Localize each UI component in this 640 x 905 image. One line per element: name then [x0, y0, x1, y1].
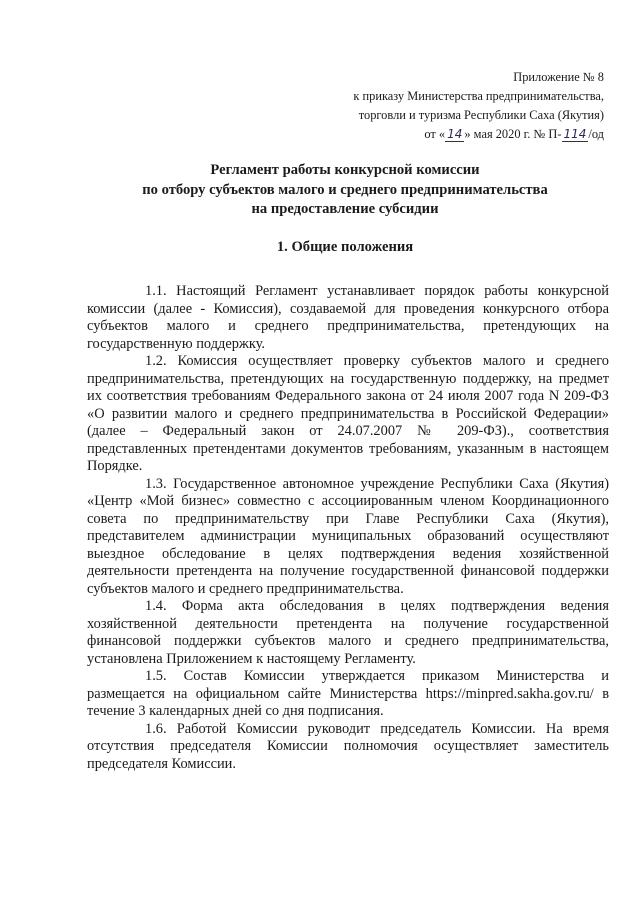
- title-line-2: по отбору субъектов малого и среднего предпринимательства: [142, 181, 548, 198]
- document-body: [87, 283, 609, 773]
- paragraph-1-6: 1.6. Работой Комиссии руководит председатель Комиссии. На время отсутствия председателя Комиссии полномочия осуществляет заместитель председателя Комиссии.: [87, 720, 609, 772]
- date-prefix: от «: [424, 127, 446, 141]
- title-line-3: на предоставление субсидии: [251, 201, 439, 217]
- order-suffix: /од: [588, 127, 604, 141]
- handwritten-day: 14: [447, 127, 463, 141]
- paragraph-1-3: 1.3. Государственное автономное учреждение Республики Саха (Якутия) «Центр «Мой бизнес» совместно с ассоциированным членом Координационного совета по предпринимательству при Главе Республики Саха (Якутия), представителем администрации муниципальных образований осуществляют выездное обследование в целях подтверждения ведения хозяйственной деятельности претендента на получение государственной финансовой поддержки субъектов малого и среднего предпринимательства.: [87, 475, 609, 597]
- paragraph-1-2: 1.2. Комиссия осуществляет проверку субъектов малого и среднего предпринимательства, претендующих на государственную поддержку, на предмет их соответствия требованиям Федерального закона от 24 июля 2007 года N 209-ФЗ «О развитии малого и среднего предпринимательства в Российской Федерации» (далее – Федеральный закон от 24.07.2007 № 209-ФЗ)., соответствия представленных претендентами документов требованиям, указанным в настоящем Порядке.: [87, 353, 609, 474]
- handwritten-order-number: 114: [563, 127, 587, 141]
- paragraph-1-1: 1.1. Настоящий Регламент устанавливает порядок работы конкурсной комиссии (далее - Комиссия), создаваемой для проведения конкурсного отбора субъектов малого и среднего предпринимательства, претендующих на государственную поддержку.: [87, 283, 609, 352]
- paragraph-1-4: 1.4. Форма акта обследования в целях подтверждения ведения хозяйственной деятельности претендента на получение государственной финансовой поддержки субъектов малого и среднего предпринимательства, установлена Приложением к настоящему Регламенту.: [87, 598, 609, 667]
- title-line-1: Регламент работы конкурсной комиссии: [210, 162, 480, 178]
- order-date-line: [304, 125, 604, 144]
- document-title: [80, 161, 610, 220]
- appendix-number: Приложение № 8: [513, 70, 604, 84]
- date-middle: » мая 2020 г. № П-: [464, 127, 562, 141]
- order-reference-line-1: к приказу Министерства предпринимательства,: [353, 89, 604, 103]
- appendix-header: [304, 68, 604, 144]
- order-reference-line-2: торговли и туризма Республики Саха (Якутия): [358, 108, 604, 122]
- section-heading: 1. Общие положения: [276, 239, 414, 255]
- paragraph-1-5: 1.5. Состав Комиссии утверждается приказом Министерства и размещается на официальном сайте Министерства https://minpred.sakha.gov.ru/ в течение 3 календарных дней со дня подписания.: [87, 668, 609, 719]
